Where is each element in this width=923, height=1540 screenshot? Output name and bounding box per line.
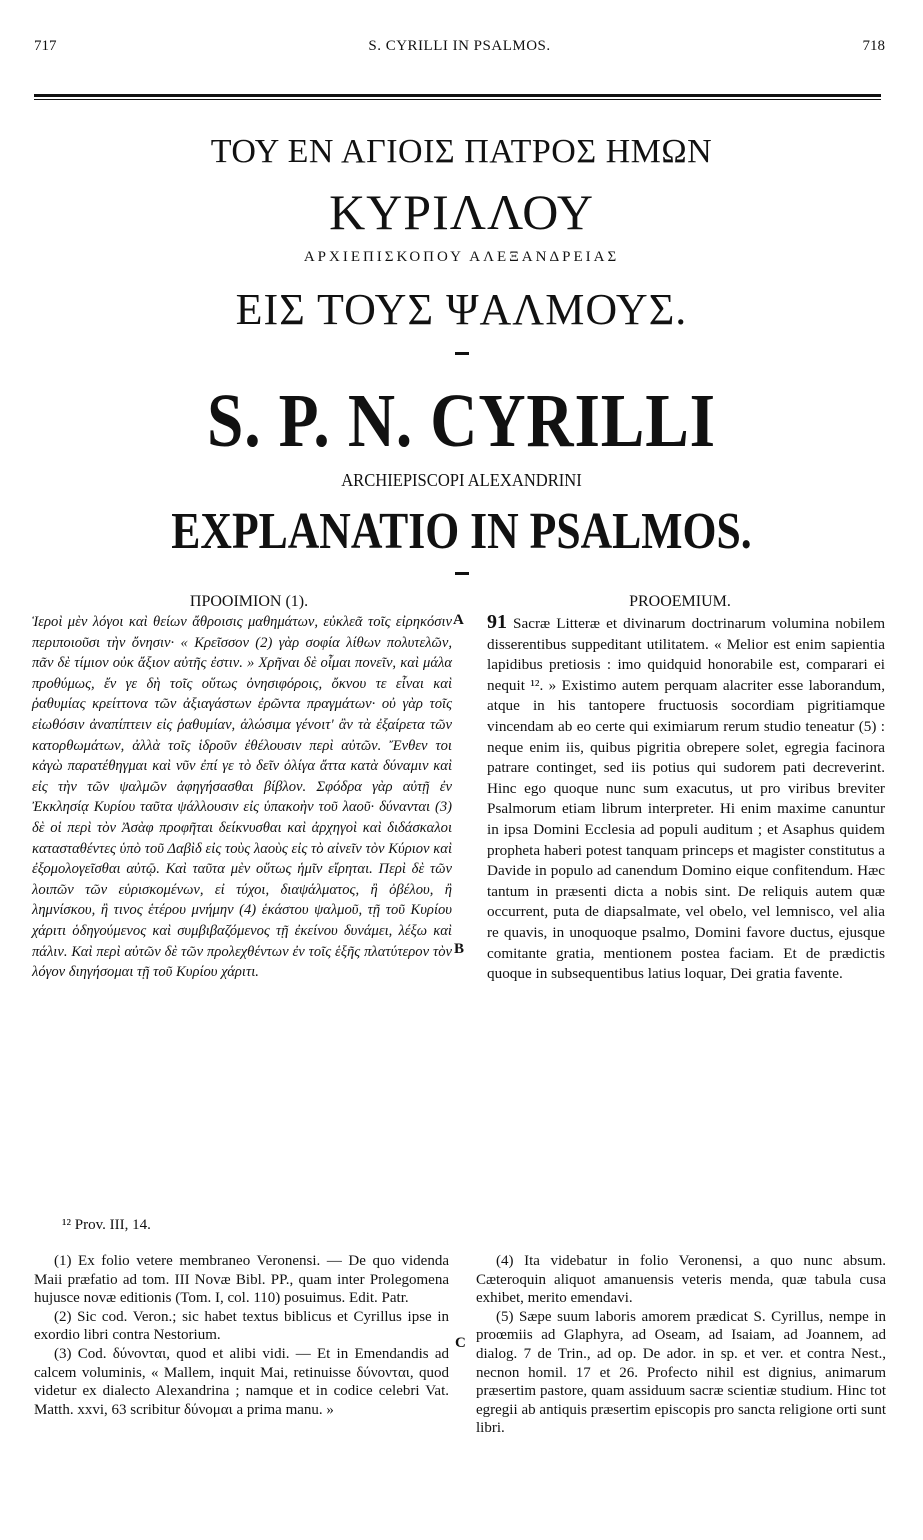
footnote: (4) Ita videbatur in folio Veronensi, a quo nunc absum. Cæteroquin aliquot amanuensis veteris menda, quæ tabula cusa exhibet, merito emendavi. (476, 1253, 886, 1307)
column-number: 91 (487, 611, 507, 633)
greek-title-line3: ΑΡΧΙΕΠΙΣΚΟΠΟΥ ΑΛΕΞΑΝΔΡΕΙΑΣ (303, 249, 620, 265)
header-rule-thin (34, 99, 881, 100)
margin-marker-a: A (453, 612, 464, 628)
greek-title-line1: ΤΟΥ ΕΝ ΑΓΙΟΙΣ ΠΑΤΡΟΣ ΗΜΩΝ (210, 133, 713, 170)
latin-column-heading: PROOEMIUM. (629, 593, 731, 610)
scripture-reference: ¹² Prov. III, 14. (62, 1217, 151, 1233)
greek-text-column (32, 612, 452, 983)
latin-title-name: S. P. N. CYRILLI (207, 379, 716, 463)
latin-text-column (487, 612, 885, 985)
greek-body-text: Ἱεροὶ μὲν λόγοι καὶ θείων ἄθροισις μαθημάτων, εὐκλεᾶ τοῖς εἰρηκόσιν περιποιοῦσι τὴν ὄνησιν· « Κρεῖσσον (2) γὰρ σοφία λίθων πολυτελῶν, πᾶν δὲ τίμιον οὐκ ἄξιον αὐτῆς ἐστιν. » Χρῆναι δὲ οἶμαι πονεῖν, καὶ μάλα προθύμως, ἔν γε δὴ τοῖς οὕτως ὀνησιφόροις, ὄκνου τε εἶναι καὶ ῥαθυμίας κρείττονα τῶν ἀξιαγάστων ἐρῶντα πραγμάτων· οὐ γὰρ τοῖς εἰωθόσιν ἀναπίπτειν εἰς ῥαθυμίαν, ἁλώσιμα γένοιτ' ἂν τὰ ἐξαίρετα τῶν κατορθωμάτων, ἀλλὰ τοῖς ἱδροῦν ἐθέλουσιν περὶ αὐτῶν. Ἔνθεν τοι κἀγὼ παρατέθηγμαι καὶ νῦν ἐπί γε τὸ δεῖν ὀλίγα ἄττα κατὰ δύναμιν καὶ εἰς τὴν τῶν ψαλμῶν ἀφηγήσασθαι βίβλον. Σφόδρα γὰρ αὐτῇ ἐν Ἐκκλησίᾳ Κυρίου ταῦτα ψάλλουσιν εἰς ὑπακοὴν τοῦ λαοῦ· δύνανται (3) δὲ οἱ περὶ τὸν Ἀσὰφ προφῆται δείκνυσθαι καὶ ἀρχηγοὶ καὶ διδάσκαλοι κατασταθέντες ὑπὸ τοῦ Δαβὶδ εἰς τοὺς λαοὺς εἰς τὸ αἰνεῖν τὸν Κύριον καὶ ἐξομολογεῖσθαι αὐτῷ. Καὶ ταῦτα μὲν οὕτως ἡμῖν εἴρηται. Περὶ δὲ τῶν λοιπῶν τῶν εὑρισκομένων, εἰ τύχοι, διαψάλματος, ἢ ὀβέλου, ἢ λημνίσκου, ἢ τινος ἑτέρου μνήμην (4) ἑκάστου ψαλμοῦ, τῇ τοῦ Κυρίου χάριτι ὁδηγούμενος καὶ συμβιβαζόμενος τῇ ἐκείνου δυνάμει, λέξω καὶ πάλιν. Καὶ περὶ αὐτῶν δὲ τῶν προλεχθέντων ἐν τοῖς ἑξῆς πλατύτερον τὸν λόγον διηγήσομαι τῇ τοῦ Κυρίου χάριτι. (32, 614, 452, 981)
greek-column-heading: ΠΡΟΟΙΜΙΟΝ (1). (189, 593, 309, 610)
footnote: (5) Sæpe suum laboris amorem prædicat S. Cyrillus, nempe in proœmiis ad Glaphyra, ad Oseam, ad Isaiam, ad Joannem, ad dialog. 7 de Trin., ad op. De ador. in sp. et ver. et contra Nest., necnon homil. 17 et 26. Profecto nihil est dignius, animarum præsertim pastore, quam assiduum sacræ scientiæ studium. Hinc tot egregii ab antiquis præsertim episcopis pro sancta religione orti sunt libri. (476, 1308, 886, 1437)
latin-title-line2: ARCHIEPISCOPI ALEXANDRINI (341, 470, 582, 490)
title-separator (455, 572, 469, 575)
greek-title-name: ΚΥΡΙΛΛΟΥ (329, 184, 594, 240)
margin-marker-b: B (454, 941, 465, 957)
footnote: (3) Cod. δύνονται, quod et alibi vidi. — Et in Emendandis ad calcem voluminis, « Mallem, inquit Mai, retinuisse δύνονται, quod videtur ex dialecto Alexandrina ; namque et in codice celebri Vat. Matth. xxvi, 63 scribitur δύνομαι a prima manu. » (34, 1345, 449, 1418)
page-number-right: 718 (862, 38, 885, 54)
margin-marker-c: C (455, 1335, 466, 1351)
running-header (34, 38, 885, 60)
footnotes-right (476, 1252, 886, 1438)
latin-body-text: Sacræ Litteræ et divinarum doctrinarum volumina nobilem disserentibus suppeditant utilitatem. « Melior est enim sapientia lapidibus pretiosis : imo quidquid honorabile est, comparari ei nequit ¹². » Existimo autem perquam alacriter esse laborandum, atque in his tantopere fructuosis socordiam pigritiamque vincendam ab eo certe qui eximiarum rerum studio teneatur (5) : neque enim iis, quibus pigritia obrepere solet, egregia facinora patrare continget, sed iis potius qui sudorem pati decreverint. Hinc ego quoque nunc sum exacutus, ut pro viribus breviter Psalmorum etiam librum interpreter. Hi enim maxime canuntur in ipsa Domini Ecclesia ad populi auditum ; et Asaphus quidem propheta haberi potest tanquam princeps et magister constitutus a Davide in populo ad canendum Domino eique confitendum. Hæc tantum in præsenti dicta a nobis sint. De reliquis autem quæ occurrent, puta de diapsalmate, vel obelo, vel lemnisco, vel alia re quavis, in unoquoque psalmo, Domini favore ductus, ejusque comitante gratia, mentionem postea faciam. Et de prædictis quoque in subsequentibus latius loquar, Dei gratia favente. (487, 615, 886, 983)
running-title: S. CYRILLI IN PSALMOS. (368, 38, 551, 54)
latin-title-line3: EXPLANATIO IN PSALMOS. (171, 503, 752, 560)
footnotes-left (34, 1252, 449, 1419)
footnote: (1) Ex folio vetere membraneo Veronensi. — De quo videnda Maii præfatio ad tom. III Novæ Bibl. PP., quam inter Prolegomena hujusce novæ editionis (Tom. I, col. 110) posuimus. Edit. Patr. (34, 1253, 449, 1307)
page-number-left: 717 (34, 38, 57, 54)
header-rule-thick (34, 94, 881, 97)
title-separator (455, 352, 469, 355)
greek-title-line4: ΕΙΣ ΤΟΥΣ ΨΑΛΜΟΥΣ. (235, 285, 688, 334)
footnote: (2) Sic cod. Veron.; sic habet textus biblicus et Cyrillus ipse in exordio libri contra Nestorium. (34, 1308, 449, 1344)
